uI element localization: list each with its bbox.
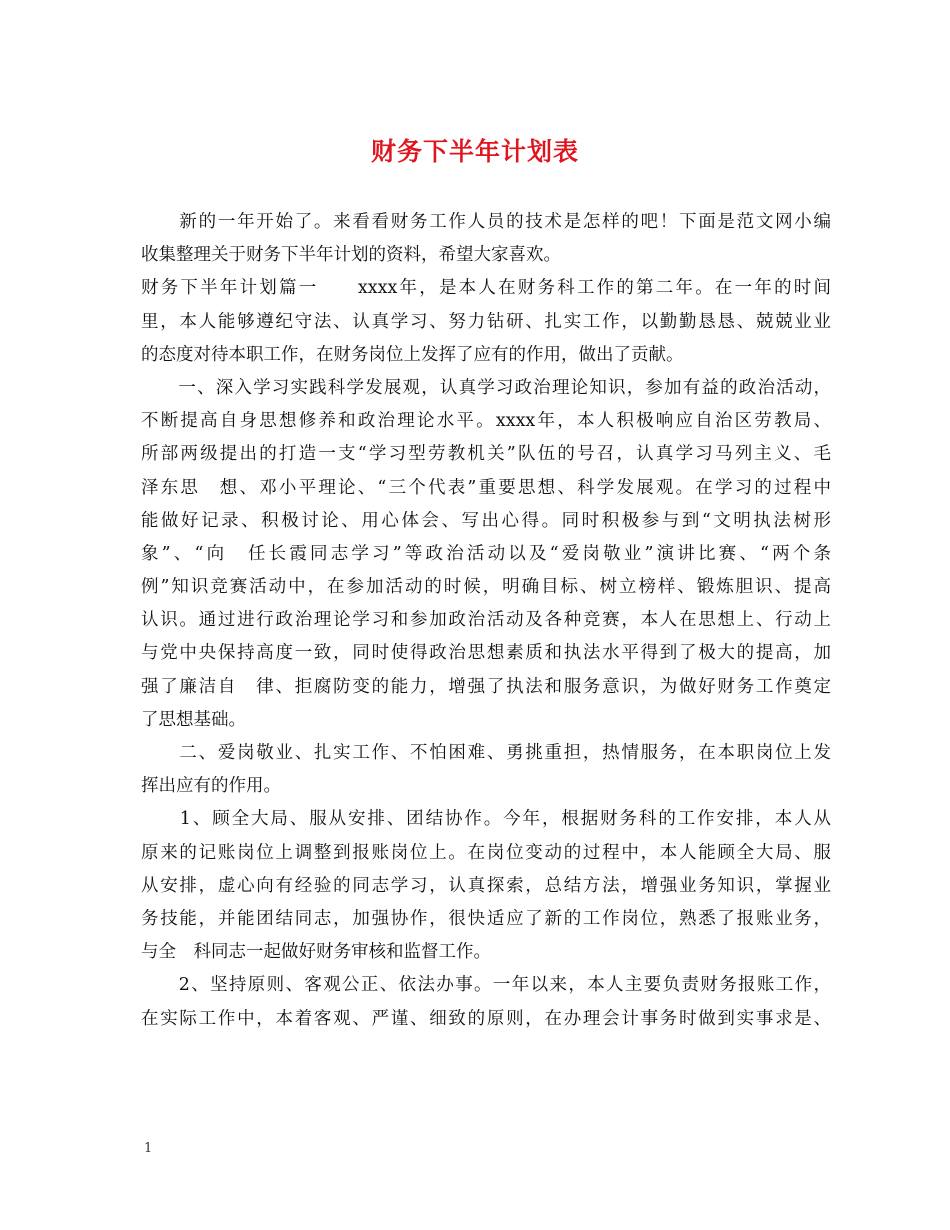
text-line: 认识。通过进行政治理论学习和参加政治活动及各种竞赛，本人在思想上、行动上 [141,610,831,631]
text-line: 挥出应有的作用。 [141,776,281,797]
text-line: 财务下半年计划篇一 xxxx年，是本人在财务科工作的第二年。在一年的时间 [141,278,831,299]
page-number: 1 [144,1141,153,1156]
text-line: 收集整理关于财务下半年计划的资料，希望大家喜欢。 [141,245,561,266]
document-title: 财务下半年计划表 [370,137,579,166]
text-line: 不断提高自身思想修养和政治理论水平。xxxx年，本人积极响应自治区劳教局、 [141,411,831,432]
text-line: 所部两级提出的打造一支“学习型劳教机关”队伍的号召，认真学习马列主义、毛 [141,444,831,465]
text-line: 与全 科同志一起做好财务审核和监督工作。 [141,942,491,963]
text-line: 象”、“向 任长霞同志学习”等政治活动以及“爱岗敬业”演讲比赛、“两个条 [141,543,831,564]
text-line: 在实际工作中，本着客观、严谨、细致的原则，在办理会计事务时做到实事求是、 [141,1008,831,1029]
text-line: 1、顾全大局、服从安排、团结协作。今年，根据财务科的工作安排，本人从 [141,809,831,830]
text-line: 新的一年开始了。来看看财务工作人员的技术是怎样的吧！下面是范文网小编 [141,212,831,232]
text-line: 一、深入学习实践科学发展观，认真学习政治理论知识，参加有益的政治活动， [141,377,831,398]
text-line: 能做好记录、积极讨论、用心体会、写出心得。同时积极参与到“文明执法树形 [141,510,831,531]
text-line: 强了廉洁自 律、拒腐防变的能力，增强了执法和服务意识，为做好财务工作奠定 [141,676,831,697]
document-body [141,206,831,1036]
text-line: 里，本人能够遵纪守法、认真学习、努力钻研、扎实工作，以勤勤恳恳、兢兢业业 [141,311,831,332]
text-line: 例”知识竞赛活动中，在参加活动的时候，明确目标、树立榜样、锻炼胆识、提高 [141,577,831,598]
text-line: 与党中央保持高度一致，同时使得政治思想素质和执法水平得到了极大的提高，加 [141,643,831,664]
text-line: 了思想基础。 [141,709,246,730]
text-line: 泽东思 想、邓小平理论、“三个代表”重要思想、科学发展观。在学习的过程中 [141,477,831,498]
text-line: 的态度对待本职工作，在财务岗位上发挥了应有的作用，做出了贡献。 [141,344,684,365]
text-line: 二、爱岗敬业、扎实工作、不怕困难、勇挑重担，热情服务，在本职岗位上发 [141,743,831,763]
text-line: 从安排，虚心向有经验的同志学习，认真探索，总结方法，增强业务知识，掌握业 [141,875,831,896]
text-line: 原来的记账岗位上调整到报账岗位上。在岗位变动的过程中，本人能顾全大局、服 [141,842,831,863]
text-line: 2、坚持原则、客观公正、依法办事。一年以来，本人主要负责财务报账工作， [141,975,831,996]
text-line: 务技能，并能团结同志，加强协作，很快适应了新的工作岗位，熟悉了报账业务， [141,908,831,929]
